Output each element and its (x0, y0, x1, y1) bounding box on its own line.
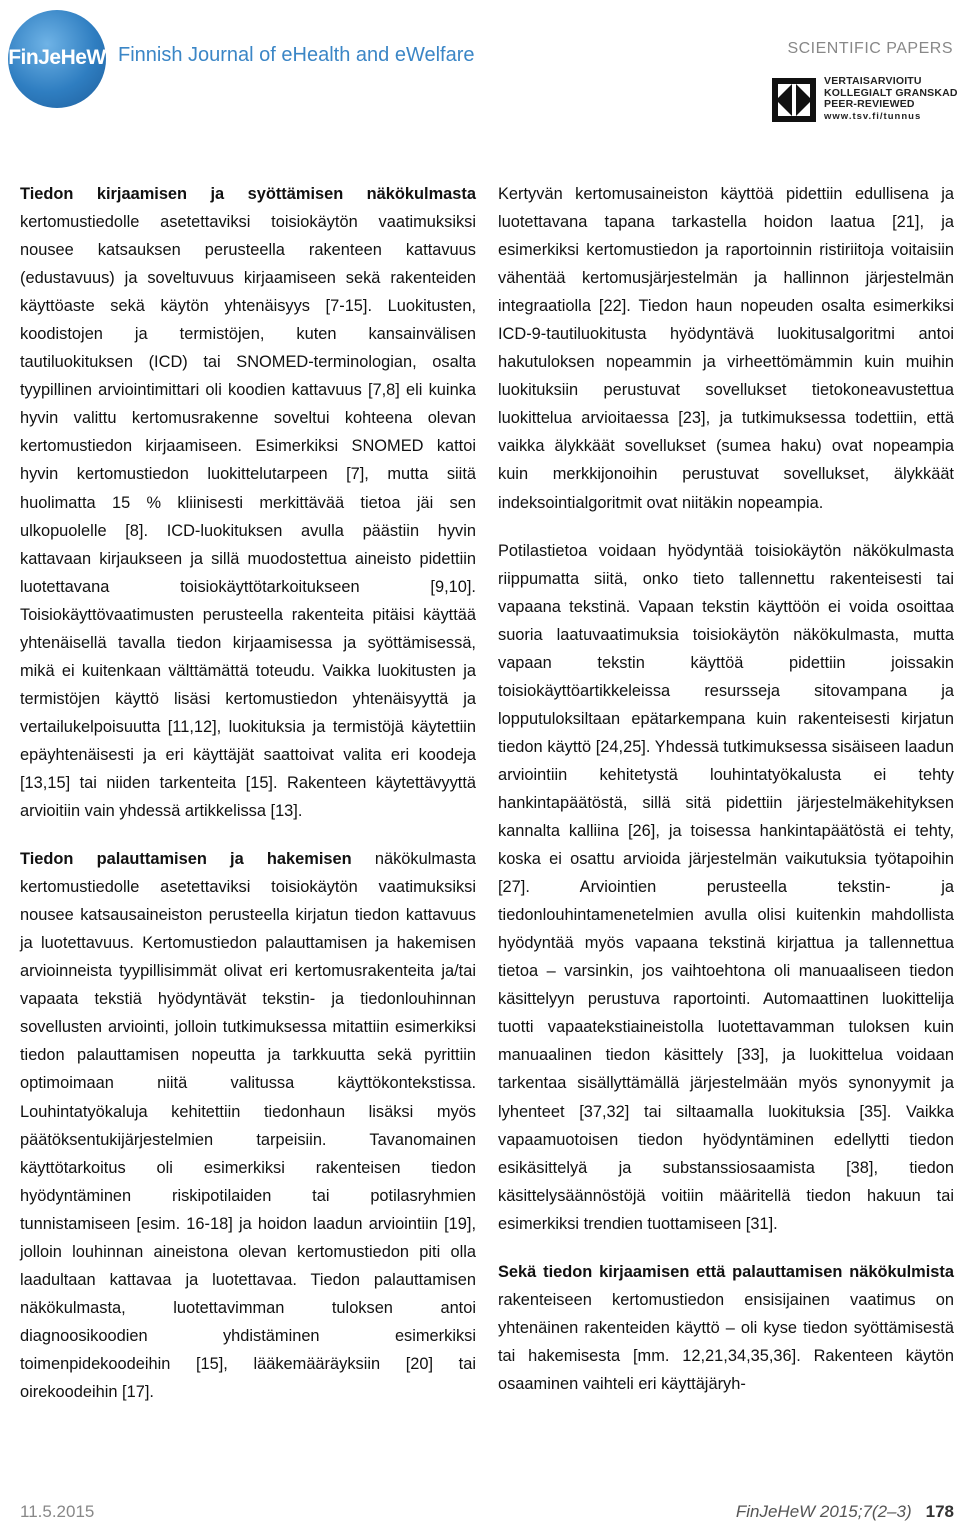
badge-text (824, 76, 958, 122)
paragraph-text: näkökulmasta kertomustiedolle asetettaviksi toisiokäytön vaatimuksiksi nousee katsausaineiston perusteella kirjatun tiedon kattavuus ja luotettavuus. Kertomustiedon palauttamisen ja hakemisen arvioinneista tyypillisimmät olivat eri kertomusrakenteita ja/tai vapaata tekstiä hyödyntävät tekstin- ja tiedonlouhinnan sovellusten arviointi, jolloin tutkimuksessa mitattiin esimerkiksi tiedon palauttamisen nopeutta ja tarkkuutta sekä pyrittiin optimoimaan niitä valitussa käyttökontekstissa. Louhintatyökaluja kehitettiin tiedonhaun lisäksi myös päätöksentukijärjestelmien tarpeisiin. Tavanomainen käyttötarkoitus oli esimerkiksi rakenteisen tiedon hyödyntäminen riskipotilaiden tai potilasryhmien tunnistamiseen [esim. 16-18] ja hoidon laadun arviointiin [19], jolloin louhinnan aineistona olevan kertomustiedon piti olla laadultaan kattavaa ja luotettavaa. Tiedon palauttamisen näkökulmasta, luotettavimman tuloksen antoi diagnoosikoodien yhdistäminen esimerkiksi toimenpidekoodeihin [15], lääkemääräyksiin [20] tai oirekoodeihin [17]. (20, 850, 476, 1401)
citation-text: FinJeHeW 2015;7(2–3) (735, 1502, 912, 1521)
paragraph-text: rakenteiseen kertomustiedon ensisijainen vaatimus on yhtenäinen rakenteiden käyttö – oli kyse tiedon syöttämisestä tai hakemisesta [mm. 12,21,34,35,36]. Rakenteen käytön osaaminen vaihteli eri käyttäjäryh- (498, 1290, 954, 1393)
paragraph (498, 180, 954, 517)
footer-citation (736, 1502, 954, 1522)
paragraph (20, 845, 476, 1406)
left-column (20, 180, 476, 1426)
page-header (0, 0, 960, 140)
journal-logo (8, 10, 106, 108)
badge-url: www.tsv.fi/tunnus (824, 110, 922, 122)
page-number: 178 (925, 1502, 954, 1521)
right-column (498, 180, 954, 1418)
badge-line: PEER-REVIEWED (824, 98, 915, 110)
badge-line: KOLLEGIALT GRANSKAD (824, 86, 958, 99)
journal-title: Finnish Journal of eHealth and eWelfare (118, 44, 475, 66)
logo-text: FinJeHeW (8, 46, 106, 69)
paragraph-heading: Tiedon palauttamisen ja hakemisen (20, 850, 352, 869)
badge-line: VERTAISARVIOITU (824, 75, 922, 87)
footer-date: 11.5.2015 (20, 1502, 95, 1521)
paragraph (498, 537, 954, 1238)
paragraph-text: kertomustiedolle asetettaviksi toisiokäytön vaatimuksiksi nousee katsauksen perusteella rakenteen kattavuus (edustavuus) ja soveltuvuus kirjaamiseen sekä rakenteiden käyttöaste sekä käytön yhtenäisyys [7-15]. Luokitusten, koodistojen ja termistöjen, kuten kansainvälisen tautiluokituksen (ICD) tai SNOMED-terminologian, osalta tyypillinen arviointimittari oli koodien kattavuus [7,8] eli kuinka hyvin valittu kertomusrakenne soveltui kohteena olevan kertomustiedon kirjaamiseen. Esimerkiksi SNOMED kattoi hyvin kertomustiedon luokittelutarpeen [7], mutta siitä huolimatta 15 % kliinisesti merkittävää tietoa jäi sen ulkopuolelle [8]. ICD-luokituksen avulla päästiin hyvin kattavaan kirjaukseen ja sillä muodostettua aineisto pidettiin luotettavana toisiokäyttötarkoitukseen [9,10]. Toisiokäyttövaatimusten perusteella rakenteita pitäisi käyttää yhtenäisellä tavalla tiedon kirjaamisessa ja syöttämisessä, mikä ei kuitenkaan välttämättä toteudu. Vaikka luokitusten ja termistöjen käyttö lisäsi kertomustiedon yhtenäisyyttä ja vertailukelpoisuutta [11,12], luokituksia ja termistöjä käytettiin epäyhtenäisesti ja eri käyttäjät saattoivat valita eri koodeja [13,15] tai niiden tarkenteita [15]. Rakenteen käytettävyyttä arvioitiin vain yhdessä artikkelissa [13]. (20, 213, 476, 821)
section-label: SCIENTIFIC PAPERS (787, 40, 953, 57)
paragraph-text: Potilastietoa voidaan hyödyntää toisiokäytön näkökulmasta riippumatta siitä, onko tieto tallennettu rakenteisesti tai vapaana tekstinä. Vapaan tekstin käyttöön ei voida osoittaa suoria laatuvaatimuksia toisiokäytön näkökulmasta, mutta vapaan tekstin käyttöä pidettiin joissakin toisiokäyttöartikkeleissa resursseja sitovampana ja lopputuloksiltaan epätarkempana kuin rakenteisesti kirjatun tiedon käyttö [24,25]. Yhdessä tutkimuksessa sisäiseen laadun arviointiin kehitetystä louhintatyökalusta ei tehty hankintapäätöstä, sillä sitä pidettiin järjestelmäkehityksen kannalta kalliina [26], ja toisessa hankintapäätöstä ei tehty, koska ei osattu arvioida järjestelmän vaikutuksia työtapoihin [27]. Arviointien perusteella tekstin- ja tiedonlouhintamenetelmien avulla olisi kuitenkin mahdollista hyödyntää myös vapaana tekstinä kirjattua ja tallennettua tietoa – varsinkin, jos vaihtoehtona oli manuaaliseen tiedon käsittelyyn perustuva raportointi. Automaattinen luokittelija tuotti vapaatekstiaineistolla luotettavamman tuloksen kuin manuaalinen tiedon käsittely [33], ja luokittelua voidaan tarkentaa sisällyttämällä järjestelmään myös synonyymit ja lyhenteet [37,32] tai siltaamalla luokituksia [35]. Vaikka vapaamuotoisen tiedon hyödyntäminen edellytti tiedon esikäsittelyä ja substanssiosaamista [38], tiedon käsittelysäännöstöjä voitiin määritellä tiedon hakuun tai esimerkiksi trendien tuottamiseen [31]. (498, 541, 954, 1233)
tsv-logo-icon (772, 78, 816, 122)
paragraph-text: Kertyvän kertomusaineiston käyttöä pidettiin edullisena ja luotettavana tapana tarkastella hoidon laatua [21], ja esimerkiksi kertomustiedon ja raportoinnin ristiriitoja voitaisiin vähentää kertomusjärjestelmän ja hallinnon järjestelmän integraatiolla [22]. Tiedon haun nopeuden osalta esimerkiksi ICD-9-tautiluokitusta hyödyntävä luokitusalgoritmi antoi hakutuloksen nopeammin ja virheettömämmin kuin muihin luokituksiin perustuvat sovellukset tietokoneavustettua luokittelua arvioitaessa [23], ja tutkimuksessa todettiin, että vaikka älykkäät sovellukset (sumea haku) ovat nopeampia kuin merkkijonoihin perustuvat sovellukset, älykkäät indeksointialgoritmit ovat niitäkin nopeampia. (498, 185, 954, 512)
paragraph-heading: Tiedon kirjaamisen ja syöttämisen näkökulmasta (20, 185, 476, 203)
paragraph (498, 1258, 954, 1398)
paragraph (20, 180, 476, 825)
paragraph-heading: Sekä tiedon kirjaamisen että palauttamisen näkökulmista (498, 1262, 954, 1281)
peer-review-badge (772, 76, 956, 126)
